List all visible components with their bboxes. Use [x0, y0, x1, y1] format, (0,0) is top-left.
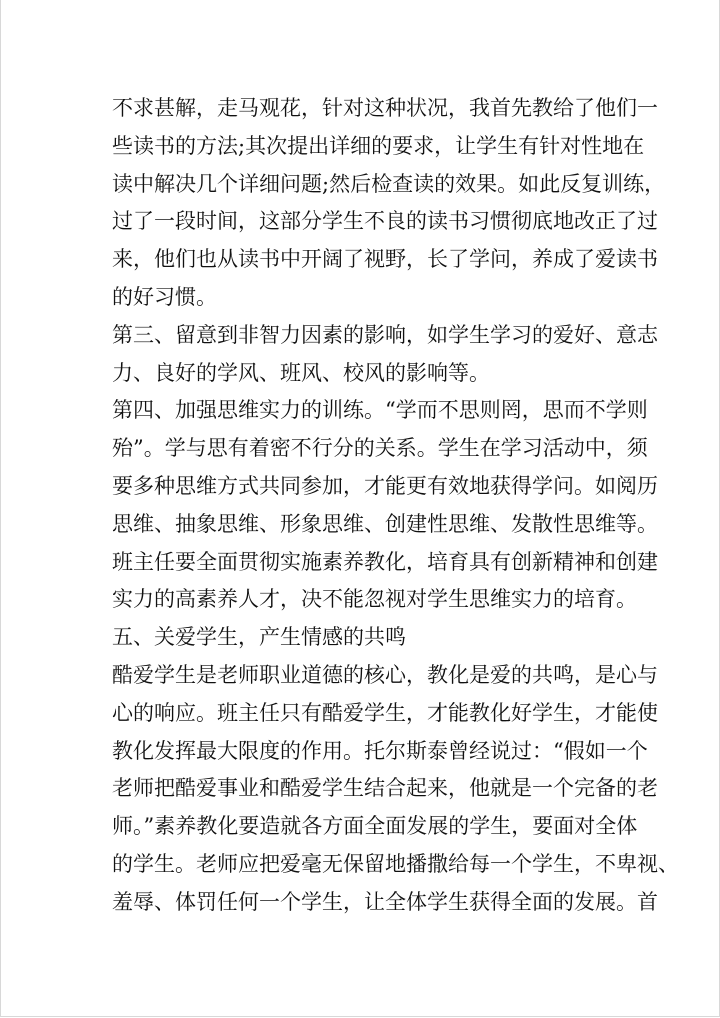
text-line: 要多种思维方式共同参加，才能更有效地获得学问。如阅历 — [112, 473, 658, 498]
text-line: 些读书的方法;其次提出详细的要求，让学生有针对性地在 — [112, 133, 645, 158]
text-line: 来，他们也从读书中开阔了视野，长了学问，养成了爱读书 — [112, 247, 658, 272]
text-line: 第三、留意到非智力因素的影响，如学生学习的爱好、意志 — [112, 322, 658, 347]
text-line: 过了一段时间，这部分学生不良的读书习惯彻底地改正了过 — [112, 209, 658, 234]
text-line: 的好习惯。 — [112, 284, 217, 309]
text-line: 师。”素养教化要造就各方面全面发展的学生，要面对全体 — [112, 814, 638, 839]
text-line: 教化发挥最大限度的作用。托尔斯泰曾经说过：“假如一个 — [112, 738, 648, 763]
text-line: 实力的高素养人才，决不能忽视对学生思维实力的培育。 — [112, 587, 637, 612]
text-line: 心的响应。班主任只有酷爱学生，才能教化好学生，才能使 — [112, 700, 658, 725]
text-line: 思维、抽象思维、形象思维、创建性思维、发散性思维等。 — [112, 511, 658, 536]
text-line: 班主任要全面贯彻实施素养教化，培育具有创新精神和创建 — [112, 549, 658, 574]
section-heading: 五、关爱学生，产生情感的共鸣 — [112, 625, 406, 650]
text-line: 第四、加强思维实力的训练。“学而不思则罔，思而不学则 — [112, 398, 648, 423]
text-line: 力、良好的学风、班风、校风的影响等。 — [112, 360, 490, 385]
text-line: 的学生。老师应把爱毫无保留地播撒给每一个学生，不卑视、 — [112, 851, 679, 876]
text-line: 殆”。学与思有着密不行分的关系。学生在学习活动中，须 — [112, 436, 648, 461]
text-line: 羞辱、体罚任何一个学生，让全体学生获得全面的发展。首 — [112, 889, 658, 914]
text-line: 酷爱学生是老师职业道德的核心，教化是爱的共鸣，是心与 — [112, 662, 658, 687]
text-line: 老师把酷爱事业和酷爱学生结合起来，他就是一个完备的老 — [112, 776, 658, 801]
body-text — [112, 90, 679, 922]
text-line: 不求甚解，走马观花，针对这种状况，我首先教给了他们一 — [112, 96, 658, 120]
text-line: 读中解决几个详细问题;然后检查读的效果。如此反复训练， — [112, 171, 666, 196]
